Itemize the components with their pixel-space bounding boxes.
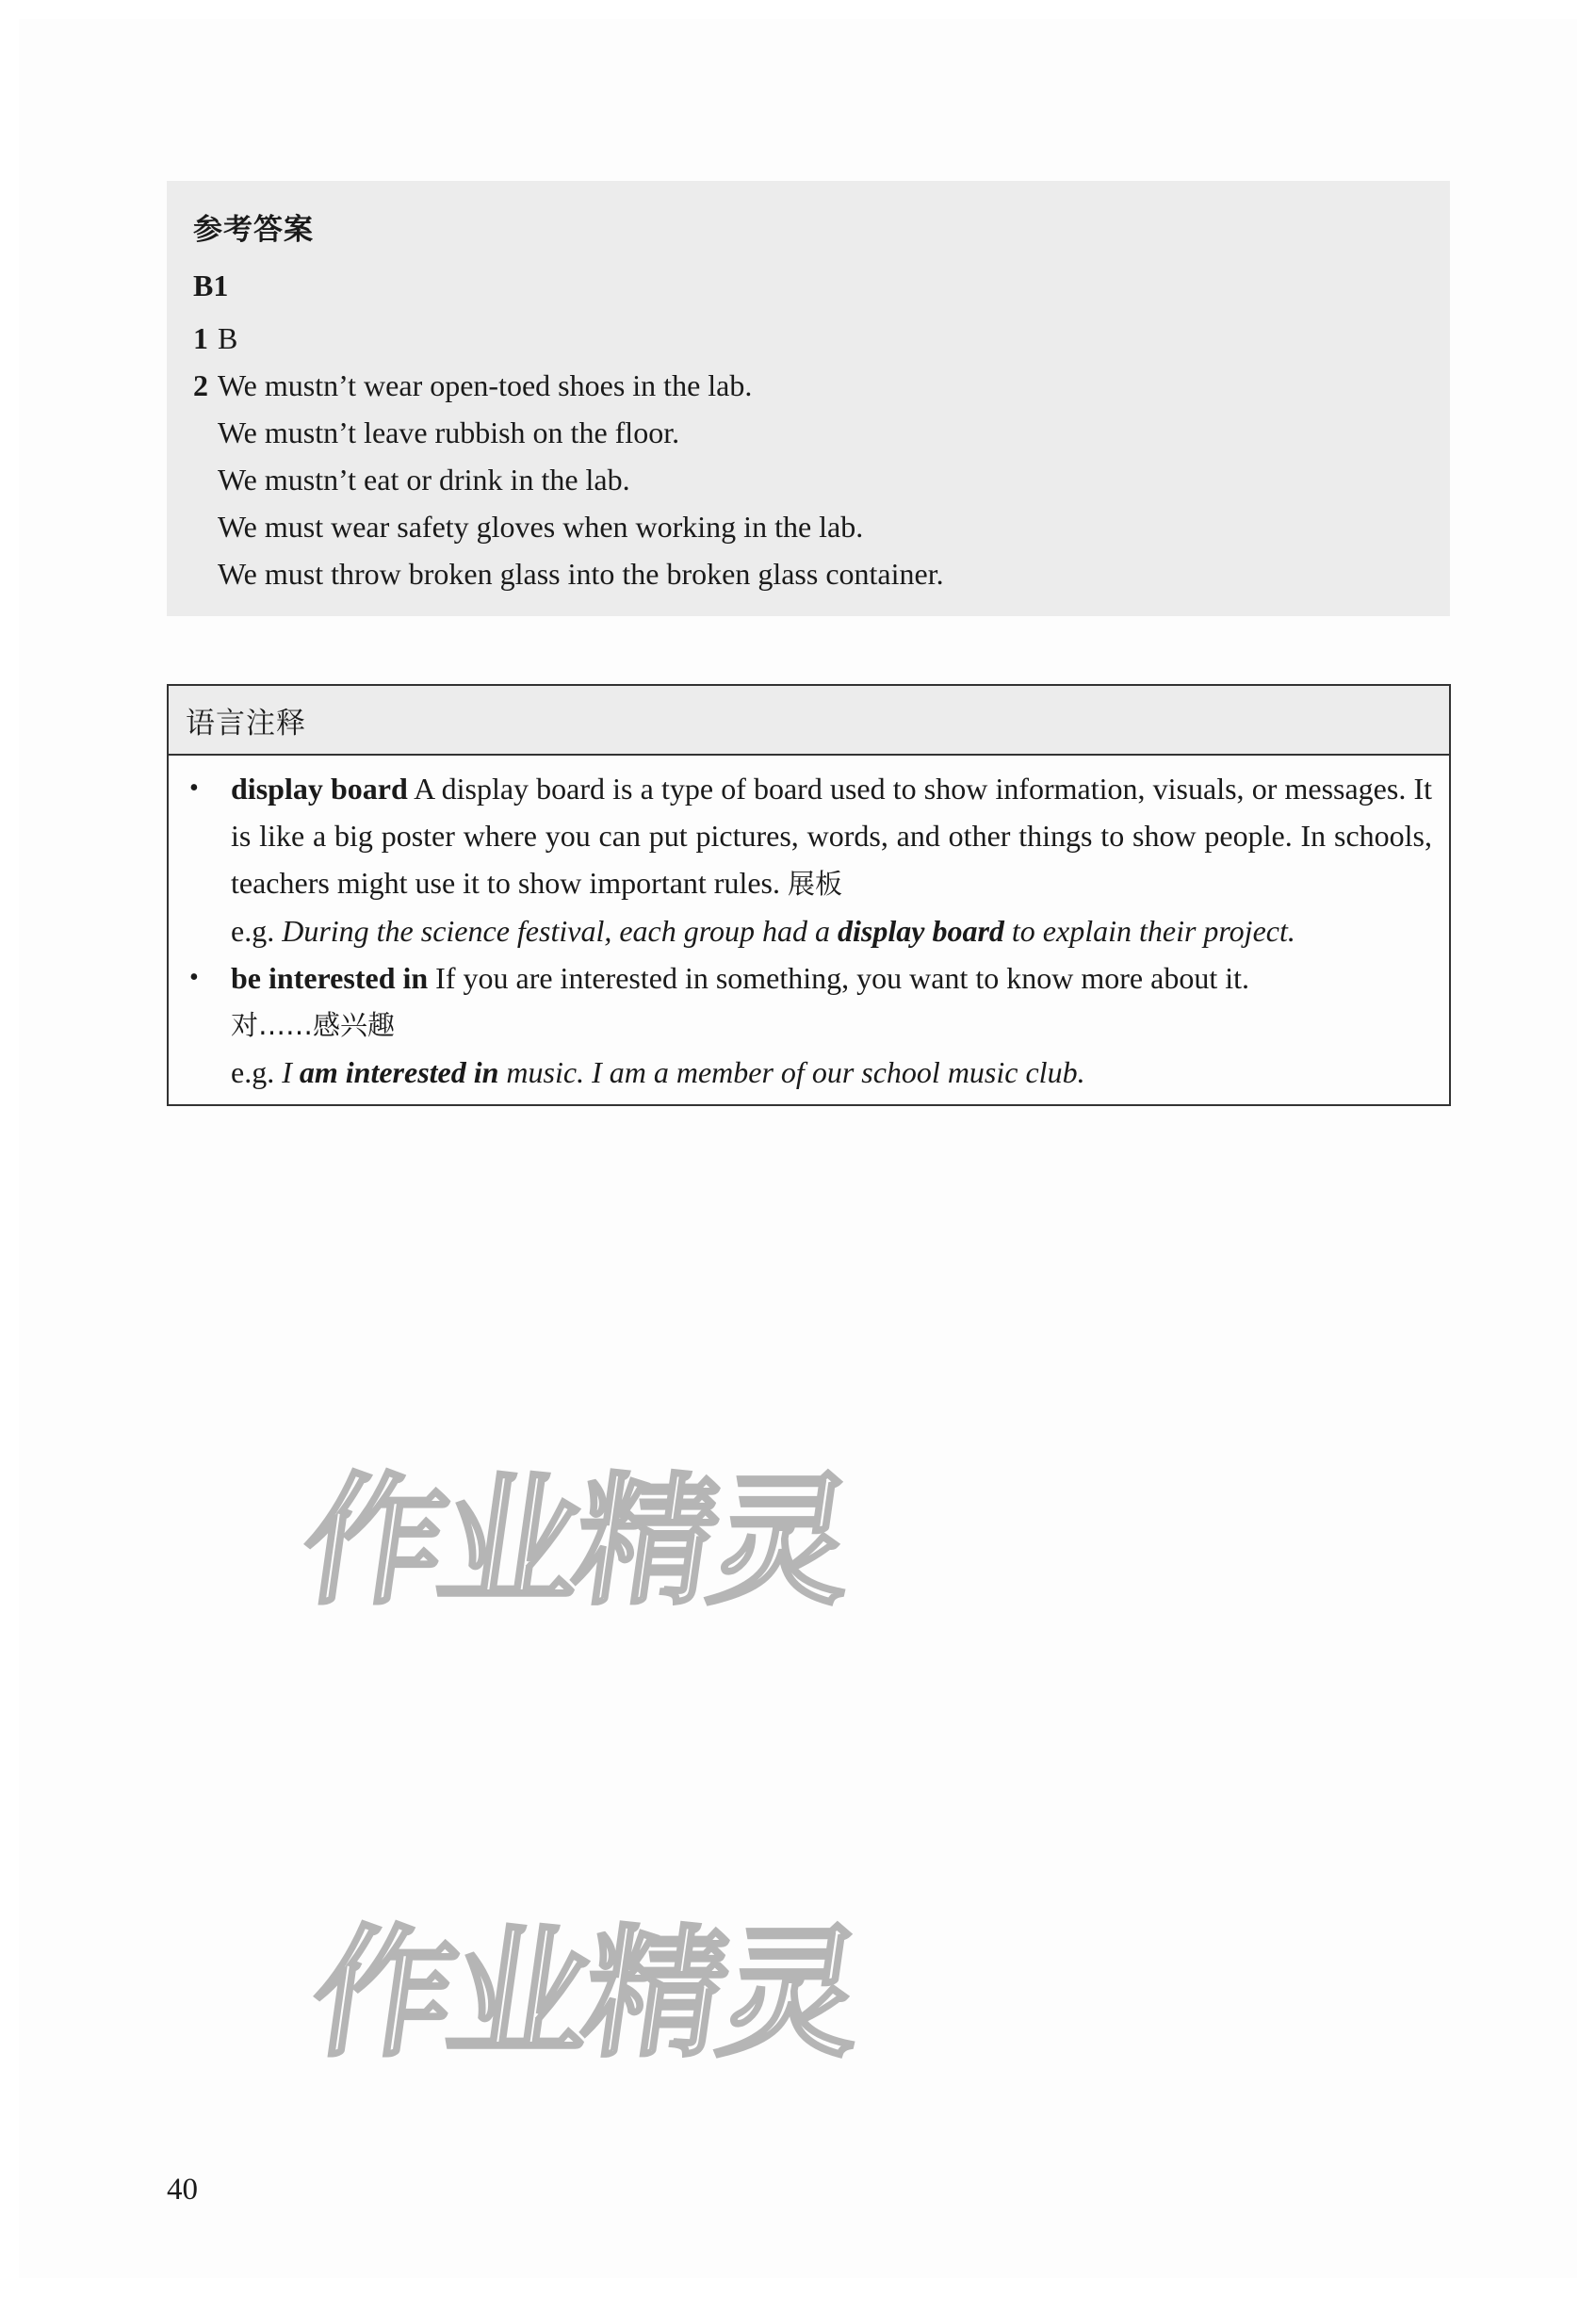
answer-title: 参考答案 (193, 213, 314, 247)
answer-2-line-4: We must wear safety gloves when working in the lab. (218, 510, 864, 544)
answer-1 (193, 315, 1450, 362)
answer-box (167, 181, 1450, 616)
answer-text: We mustn’t wear open-toed shoes in the lab. (218, 368, 753, 402)
note-term: be interested in (231, 961, 429, 995)
note-item (186, 765, 1432, 954)
watermark: 作业精灵 (301, 1913, 869, 2077)
answer-number: 1 (193, 321, 208, 355)
bullet-icon: • (189, 963, 199, 992)
note-definition (231, 954, 1432, 1002)
note-example: e.g. During the science festival, each group had a display board to explain their project. (231, 914, 1295, 948)
answer-2-line-5: We must throw broken glass into the broken glass container. (218, 557, 944, 591)
definition-text: A display board is a type of board used to show information, visuals, or messages. It is like a big poster where you can put pictures, words, and other things to show people. In schools, teachers might use it to show important rules. (231, 772, 1433, 900)
answer-2-line-1 (193, 362, 1450, 409)
note-term: display board (231, 772, 408, 806)
chinese-translation: 展板 (788, 868, 843, 900)
note-definition (231, 765, 1432, 907)
note-item (186, 954, 1432, 1096)
answer-2-line-3: We mustn’t eat or drink in the lab. (218, 463, 630, 497)
notes-title: 语言注释 (169, 686, 1449, 756)
answer-2-line-2: We mustn’t leave rubbish on the floor. (218, 415, 680, 449)
answer-number: 2 (193, 368, 208, 402)
note-example: e.g. I am interested in music. I am a member of our school music club. (231, 1055, 1085, 1089)
definition-text: If you are interested in something, you want to know more about it. (428, 961, 1249, 995)
answer-text: B (218, 321, 238, 355)
bullet-icon: • (189, 774, 199, 803)
page-number: 40 (167, 2173, 198, 2207)
language-notes-box (167, 684, 1451, 1106)
watermark: 作业精灵 (292, 1460, 859, 1624)
notes-body (169, 756, 1449, 1096)
section-label: B1 (193, 269, 229, 302)
chinese-translation: 对……感兴趣 (231, 1009, 396, 1041)
